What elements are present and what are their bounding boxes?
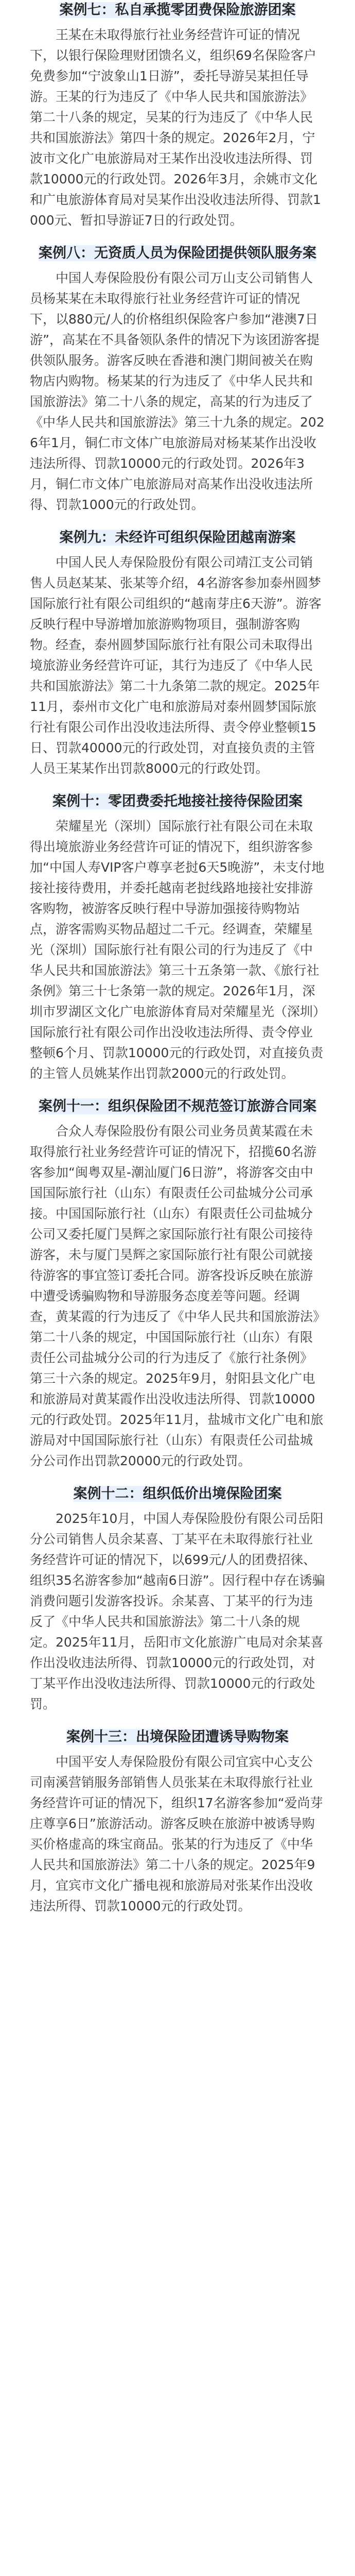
case-body: 2025年10月，中国人寿保险股份有限公司岳阳分公司销售人员余某喜、丁某平在未取得旅行社业务经营许可证的情况下，以699元/人的团费招徕、组织35名游客参加“越南6日游”。因行程中存在诱骗消费问题引发游客投诉。余某喜、丁某平的行为违反了《中华人民共和国旅游法》第二十八条的规定。2025年11月，岳阳市文化旅游广电局对余某喜作出没收违法所得、罚款10000元的行政处罚，对丁某平作出没收违法所得、罚款10000元的行政处罚。 xyxy=(30,1511,325,1711)
case-13 xyxy=(0,1727,355,1926)
case-title xyxy=(0,0,355,21)
case-9 xyxy=(0,528,355,788)
case-11 xyxy=(0,1096,355,1481)
case-title-text: 案例十二：组织低价出境保险团案 xyxy=(73,1486,282,1502)
case-10 xyxy=(0,791,355,1093)
case-title xyxy=(0,791,355,812)
case-title xyxy=(0,243,355,264)
case-title-text: 案例十三：出境保险团遭诱导购物案 xyxy=(66,1729,289,1745)
case-8 xyxy=(0,243,355,524)
case-title xyxy=(0,1096,355,1117)
case-title-text: 案例十：零团费委托地接社接待保险团案 xyxy=(52,793,303,809)
case-12 xyxy=(0,1484,355,1724)
case-body: 中国人民人寿保险股份有限公司靖江支公司销售人员赵某某、张某等介绍，4名游客参加泰州圆梦国际旅行社有限公司组织的“越南芽庄6天游”。游客反映行程中导游增加旅游购物项目，强制游客购物。经查，泰州圆梦国际旅行社有限公司未取得出境旅游业务经营许可证，其行为违反了《中华人民共和国旅游法》第二十九条第二款的规定。2025年11月，泰州市文化广电和旅游局对泰州圆梦国际旅行社有限公司作出没收违法所得、责令停业整顿15日、罚款40000元的行政处罚，对直接负责的主管人员王某某作出罚款8000元的行政处罚。 xyxy=(30,555,322,776)
case-body: 中国人寿保险股份有限公司万山支公司销售人员杨某某在未取得旅行社业务经营许可证的情况下，以880元/人的价格组织保险客户参加“港澳7日游”，高某在不具备领队条件的情况下为该团游客提供领队服务。游客反映在香港和澳门期间被关在购物店内购物。杨某某的行为违反了《中华人民共和国旅游法》第二十八条的规定，高某的行为违反了《中华人民共和国旅游法》第三十九条的规定。2026年1月，铜仁市文体广电旅游局对杨某某作出没收违法所得、罚款10000元的行政处罚。2026年3月，铜仁市文体广电旅游局对高某作出没收违法所得、罚款1000元的行政处罚。 xyxy=(30,270,325,512)
case-body: 荣耀星光（深圳）国际旅行社有限公司在未取得出境旅游业务经营许可证的情况下，组织游客参加“中国人寿VIP客户尊享老挝6天5晚游”，未支付地接社接待费用，并委托越南老挝线路地接社安排游客购物，被游客反映行程中导游加强接待购物站点，游客需购买物品超过二千元。经调查，荣耀星光（深圳）国际旅行社有限公司的行为违反了《中华人民共和国旅游法》第三十五条第一款、《旅行社条例》第三十七条第一款的规定。2026年1月，深圳市罗湖区文化广电旅游体育局对荣耀星光（深圳）国际旅行社有限公司作出没收违法所得、责令停业整顿6个月、罚款10000元的行政处罚，对直接负责的主管人员姚某作出罚款2000元的行政处罚。 xyxy=(30,819,325,1081)
case-7 xyxy=(0,0,355,240)
case-title xyxy=(0,1727,355,1748)
case-body: 王某在未取得旅行社业务经营许可证的情况下，以银行保险理财团馈名义，组织69名保险客户免费参加“宁波象山1日游”，委托导游吴某担任导游。王某的行为违反了《中华人民共和国旅游法》第二十八条的规定，吴某的行为违反了《中华人民共和国旅游法》第四十条的规定。2026年2月，宁波市文化广电旅游局对王某作出没收违法所得、罚款10000元的行政处罚。2026年3月，余姚市文化和广电旅游体育局对吴某作出没收违法所得、罚款1000元、暂扣导游证7日的行政处罚。 xyxy=(30,27,321,228)
case-title xyxy=(0,528,355,548)
case-body: 中国平安人寿保险股份有限公司宜宾中心支公司南溪营销服务部销售人员张某在未取得旅行社业务经营许可证的情况下，组织17名游客参加“爱尚芽庄尊享6日”旅游活动。游客反映在旅游中被诱导购买价格虚高的珠宝商品。张某的行为违反了《中华人民共和国旅游法》第二十八条的规定。2025年9月，宜宾市文化广播电视和旅游局对张某作出没收违法所得、罚款10000元的行政处罚。 xyxy=(30,1754,323,1913)
case-title-text: 案例十一：组织保险团不规范签订旅游合同案 xyxy=(39,1098,316,1114)
case-title-text: 案例九：未经许可组织保险团越南游案 xyxy=(59,530,296,546)
case-body: 合众人寿保险股份有限公司业务员黄某霞在未取得旅行社业务经营许可证的情况下，招揽60名游客参加“闽粤双星-潮汕厦门6日游”，将游客交由中国国际旅行社（山东）有限责任公司盐城分公司承接。中国国际旅行社（山东）有限责任公司盐城分公司又委托厦门昊辉之家国际旅行社有限公司接待游客，未与厦门昊辉之家国际旅行社有限公司就接待游客的事宜签订委托合同。游客投诉反映在旅游中遭受诱骗购物和导游服务态度差等问题。经调查，黄某霞的行为违反了《中华人民共和国旅游法》第二十八条的规定，中国国际旅行社（山东）有限责任公司盐城分公司的行为违反了《旅行社条例》第三十六条的规定。2025年9月，射阳县文化广电和旅游局对黄某霞作出没收违法所得、罚款10000元的行政处罚。2025年11月，盐城市文化广电和旅游局对中国国际旅行社（山东）有限责任公司盐城分公司作出罚款20000元的行政处罚。 xyxy=(30,1124,324,1468)
case-title-text: 案例七：私自承揽零团费保险旅游团案 xyxy=(59,2,296,18)
case-title-text: 案例八：无资质人员为保险团提供领队服务案 xyxy=(39,245,316,261)
case-title xyxy=(0,1484,355,1504)
